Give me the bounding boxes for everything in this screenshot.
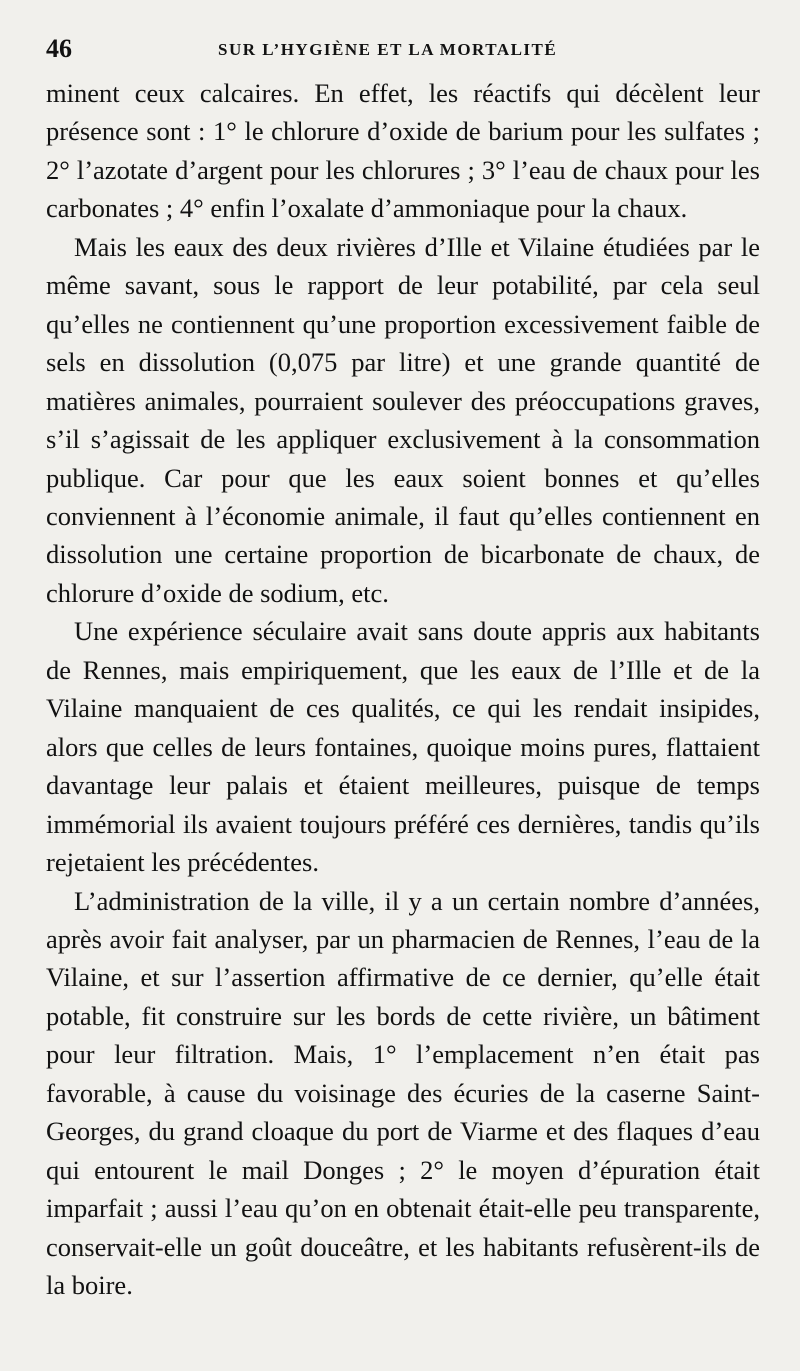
paragraph-administration: L’administration de la ville, il y a un certain nombre d’années, après avoir fait analyser, par un pharmacien de Rennes, l’eau de la Vilaine, et sur l’assertion affirmative de ce dernier, qu’elle était potable, fit construire sur les bords de cette rivière, un bâtiment pour leur filtration. Mais, 1° l’emplacement n’en était pas favorable, à cause du voisinage des écuries de la caserne Saint-Georges, du grand cloaque du port de Viarme et des flaques d’eau qui entourent le mail Donges ; 2° le moyen d’épuration était imparfait ; aussi l’eau qu’on en obtenait était-elle peu transparente, conservait-elle un goût douceâtre, et les habitants refusèrent-ils de la boire. <box>46 885 760 1301</box>
page-number: 46 <box>46 34 72 63</box>
paragraph-river-waters: Mais les eaux des deux rivières d’Ille et Vilaine étudiées par le même savant, sous le rapport de leur potabilité, par cela seul qu’elles ne contiennent qu’une proportion excessivement faible de sels en dissolution (0,075 par litre) et une grande quantité de matières animales, pourraient soulever des préoccupations graves, s’il s’agissait de les appliquer exclusivement à la consommation publique. Car pour que les eaux soient bonnes et qu’elles conviennent à l’économie animale, il faut qu’elles contiennent en dissolution une certaine proportion de bicarbonate de chaux, de chlorure d’oxide de sodium, etc. <box>46 231 760 608</box>
paragraph-secular-experience: Une expérience séculaire avait sans doute appris aux habitants de Rennes, mais empiriquement, que les eaux de l’Ille et de la Vilaine manquaient de ces qualités, ce qui les rendait insipides, alors que celles de leurs fontaines, quoique moins pures, flattaient davantage leur palais et étaient meilleures, puisque de temps immémorial ils avaient toujours préféré ces dernières, tandis qu’ils rejetaient les précédentes. <box>46 616 760 878</box>
paragraph-continuation: minent ceux calcaires. En effet, les réactifs qui décèlent leur présence sont : 1° le chlorure d’oxide de barium pour les sulfates ; 2° l’azotate d’argent pour les chlorures ; 3° l’eau de chaux pour les carbonates ; 4° enfin l’oxalate d’ammoniaque pour la chaux. <box>46 78 760 224</box>
running-head <box>46 30 760 74</box>
running-title: SUR L’HYGIÈNE ET LA MORTALITÉ <box>218 40 558 59</box>
